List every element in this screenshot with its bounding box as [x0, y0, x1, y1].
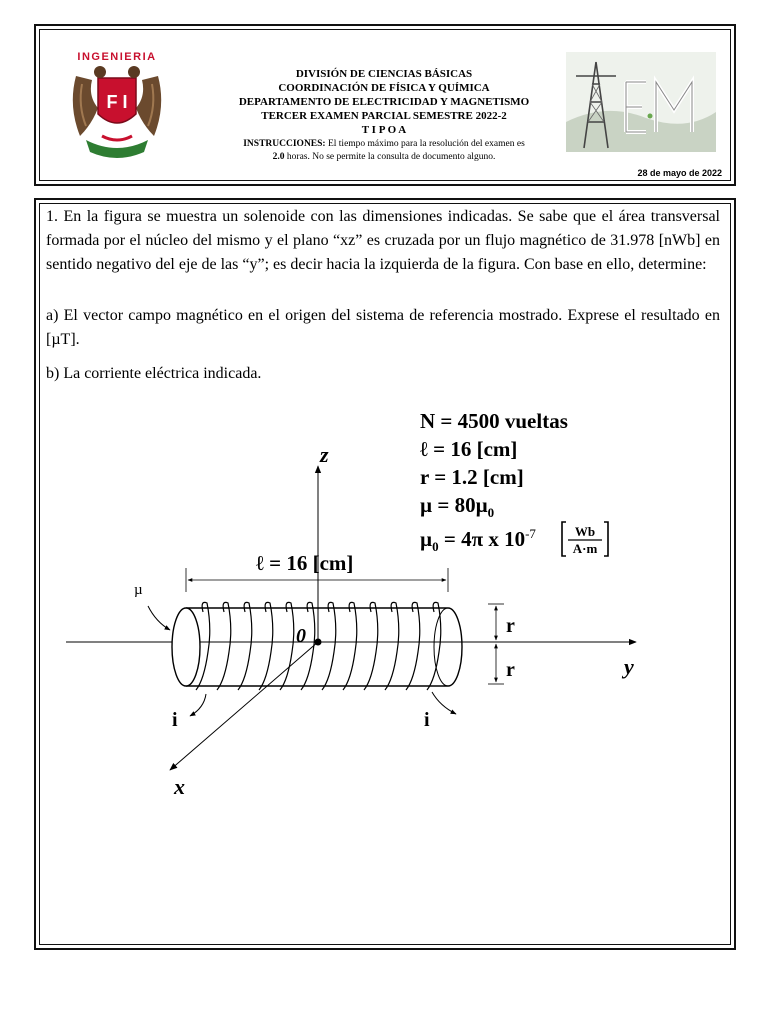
unit-bracket-right: [604, 522, 608, 556]
data-mu0: [420, 526, 536, 554]
unit-numerator: Wb: [574, 524, 596, 539]
problem-statement: 1. En la figura se muestra un solenoide con las dimensiones indicadas. Se sabe que el área transversal formada por el núcleo del mismo y el plano “xz” es cruzada por un flujo magnético de 31.978 [nWb] en sentido negativo del eje de las “y”; es decir hacia la izquierda de la figura. Con base en ello, determine:: [46, 208, 720, 273]
instructions-text: El tiempo máximo para la resolución del examen es: [325, 139, 525, 149]
data-mu-sub: 0: [487, 505, 495, 520]
data-mu-text: µ = 80µ: [420, 493, 488, 517]
data-mu0-eq: = 4π x 10: [438, 527, 526, 551]
data-radius: r = 1.2 [cm]: [420, 465, 524, 489]
logo-ingenieria-text: INGENIERIA: [77, 51, 157, 63]
header-line-tipo: T I P O A: [361, 124, 407, 136]
radius-label-bottom: r: [506, 659, 515, 681]
data-turns: N = 4500 vueltas: [420, 409, 568, 433]
data-block: [420, 409, 608, 556]
core-mu-label: µ: [134, 582, 143, 598]
unit-denominator: A·m: [572, 541, 598, 556]
data-mu0-exp: -7: [525, 526, 536, 541]
data-mu0-sub: 0: [432, 539, 439, 554]
header-line-coordinacion: COORDINACIÓN DE FÍSICA Y QUÍMICA: [278, 82, 490, 94]
z-axis-label: z: [320, 442, 329, 467]
origin-point: [315, 639, 322, 646]
header-line-examen: TERCER EXAMEN PARCIAL SEMESTRE 2022-2: [261, 110, 507, 122]
y-axis-label: y: [624, 654, 634, 679]
x-axis-label: x: [174, 774, 185, 799]
current-arrow-right: [432, 692, 456, 714]
radius-label-top: r: [506, 615, 515, 637]
data-mu0-prefix: µ: [420, 527, 433, 551]
header-line-division: DIVISIÓN DE CIENCIAS BÁSICAS: [295, 68, 473, 80]
core-mu-arrow: [148, 606, 170, 630]
logo-fi-letters: F I: [106, 92, 128, 112]
header-line-departamento: DEPARTAMENTO DE ELECTRICIDAD Y MAGNETISMO: [238, 96, 530, 108]
current-arrow-left: [190, 694, 206, 716]
origin-label: 0: [296, 625, 306, 647]
instructions-label: INSTRUCCIONES:: [243, 139, 326, 149]
data-permeability: [420, 493, 494, 520]
instructions-hours: 2.0: [272, 151, 285, 162]
current-label-left: i: [172, 709, 178, 731]
problem-part-b: b) La corriente eléctrica indicada.: [46, 365, 262, 382]
length-label: ℓ = 16 [cm]: [256, 551, 354, 575]
problem-part-a: a) El vector campo magnético en el origen del sistema de referencia mostrado. Exprese el resultado en [µT].: [46, 307, 720, 348]
instructions-tail: horas. No se permite la consulta de documento alguno.: [284, 151, 496, 162]
current-label-right: i: [424, 709, 430, 731]
exam-date: 28 de mayo de 2022: [637, 168, 722, 178]
data-length: ℓ = 16 [cm]: [420, 437, 518, 461]
unit-bracket-left: [562, 522, 566, 556]
